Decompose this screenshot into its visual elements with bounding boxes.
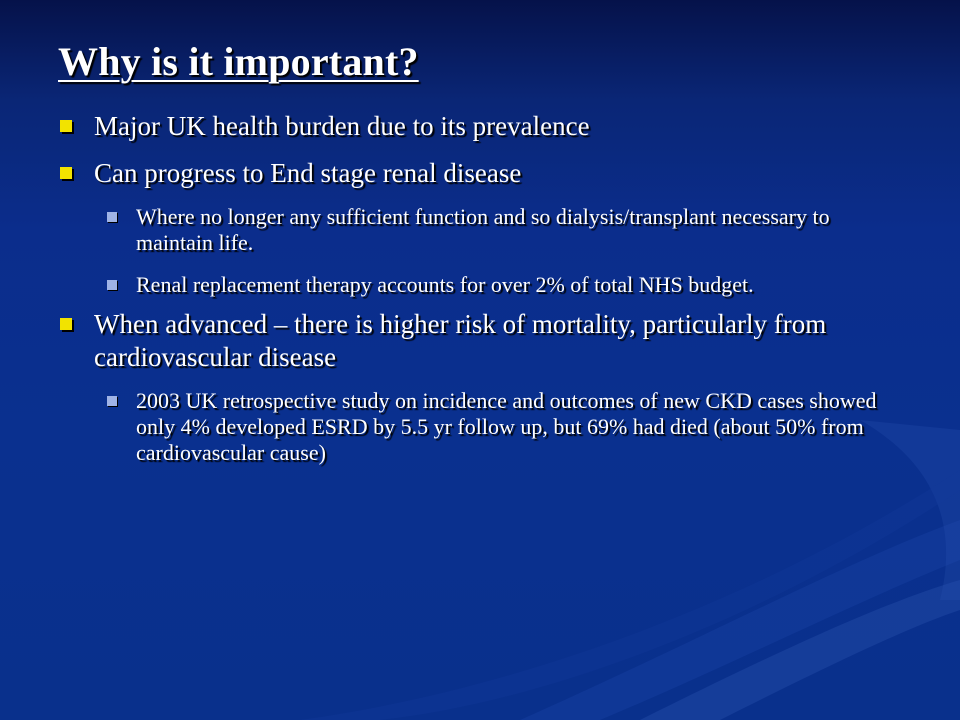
sub-bullet-item [107, 204, 896, 256]
sub-bullet-text: 2003 UK retrospective study on incidence and outcomes of new CKD cases showed only 4% developed ESRD by 5.5 yr follow up, but 69% had died (about 50% from cardiovascular cause) [136, 388, 877, 465]
square-bullet-icon [107, 212, 117, 222]
sub-bullet-item [107, 388, 896, 466]
bullet-text: Can progress to End stage renal disease [94, 158, 522, 188]
square-bullet-icon [60, 318, 72, 330]
sub-bullet-text: Renal replacement therapy accounts for over 2% of total NHS budget. [136, 272, 754, 297]
bullet-item [60, 157, 920, 190]
square-bullet-icon [60, 120, 72, 132]
square-bullet-icon [107, 280, 117, 290]
bullet-item [60, 110, 920, 143]
bullet-list [60, 110, 920, 482]
bullet-text: When advanced – there is higher risk of mortality, particularly from cardiovascular disease [94, 309, 827, 372]
bullet-item [60, 308, 920, 374]
sub-bullet-item [107, 272, 896, 298]
bullet-text: Major UK health burden due to its prevalence [94, 111, 590, 141]
sub-bullet-text: Where no longer any sufficient function and so dialysis/transplant necessary to maintain life. [136, 204, 830, 255]
slide-title: Why is it important? [58, 39, 419, 84]
square-bullet-icon [60, 167, 72, 179]
square-bullet-icon [107, 396, 117, 406]
